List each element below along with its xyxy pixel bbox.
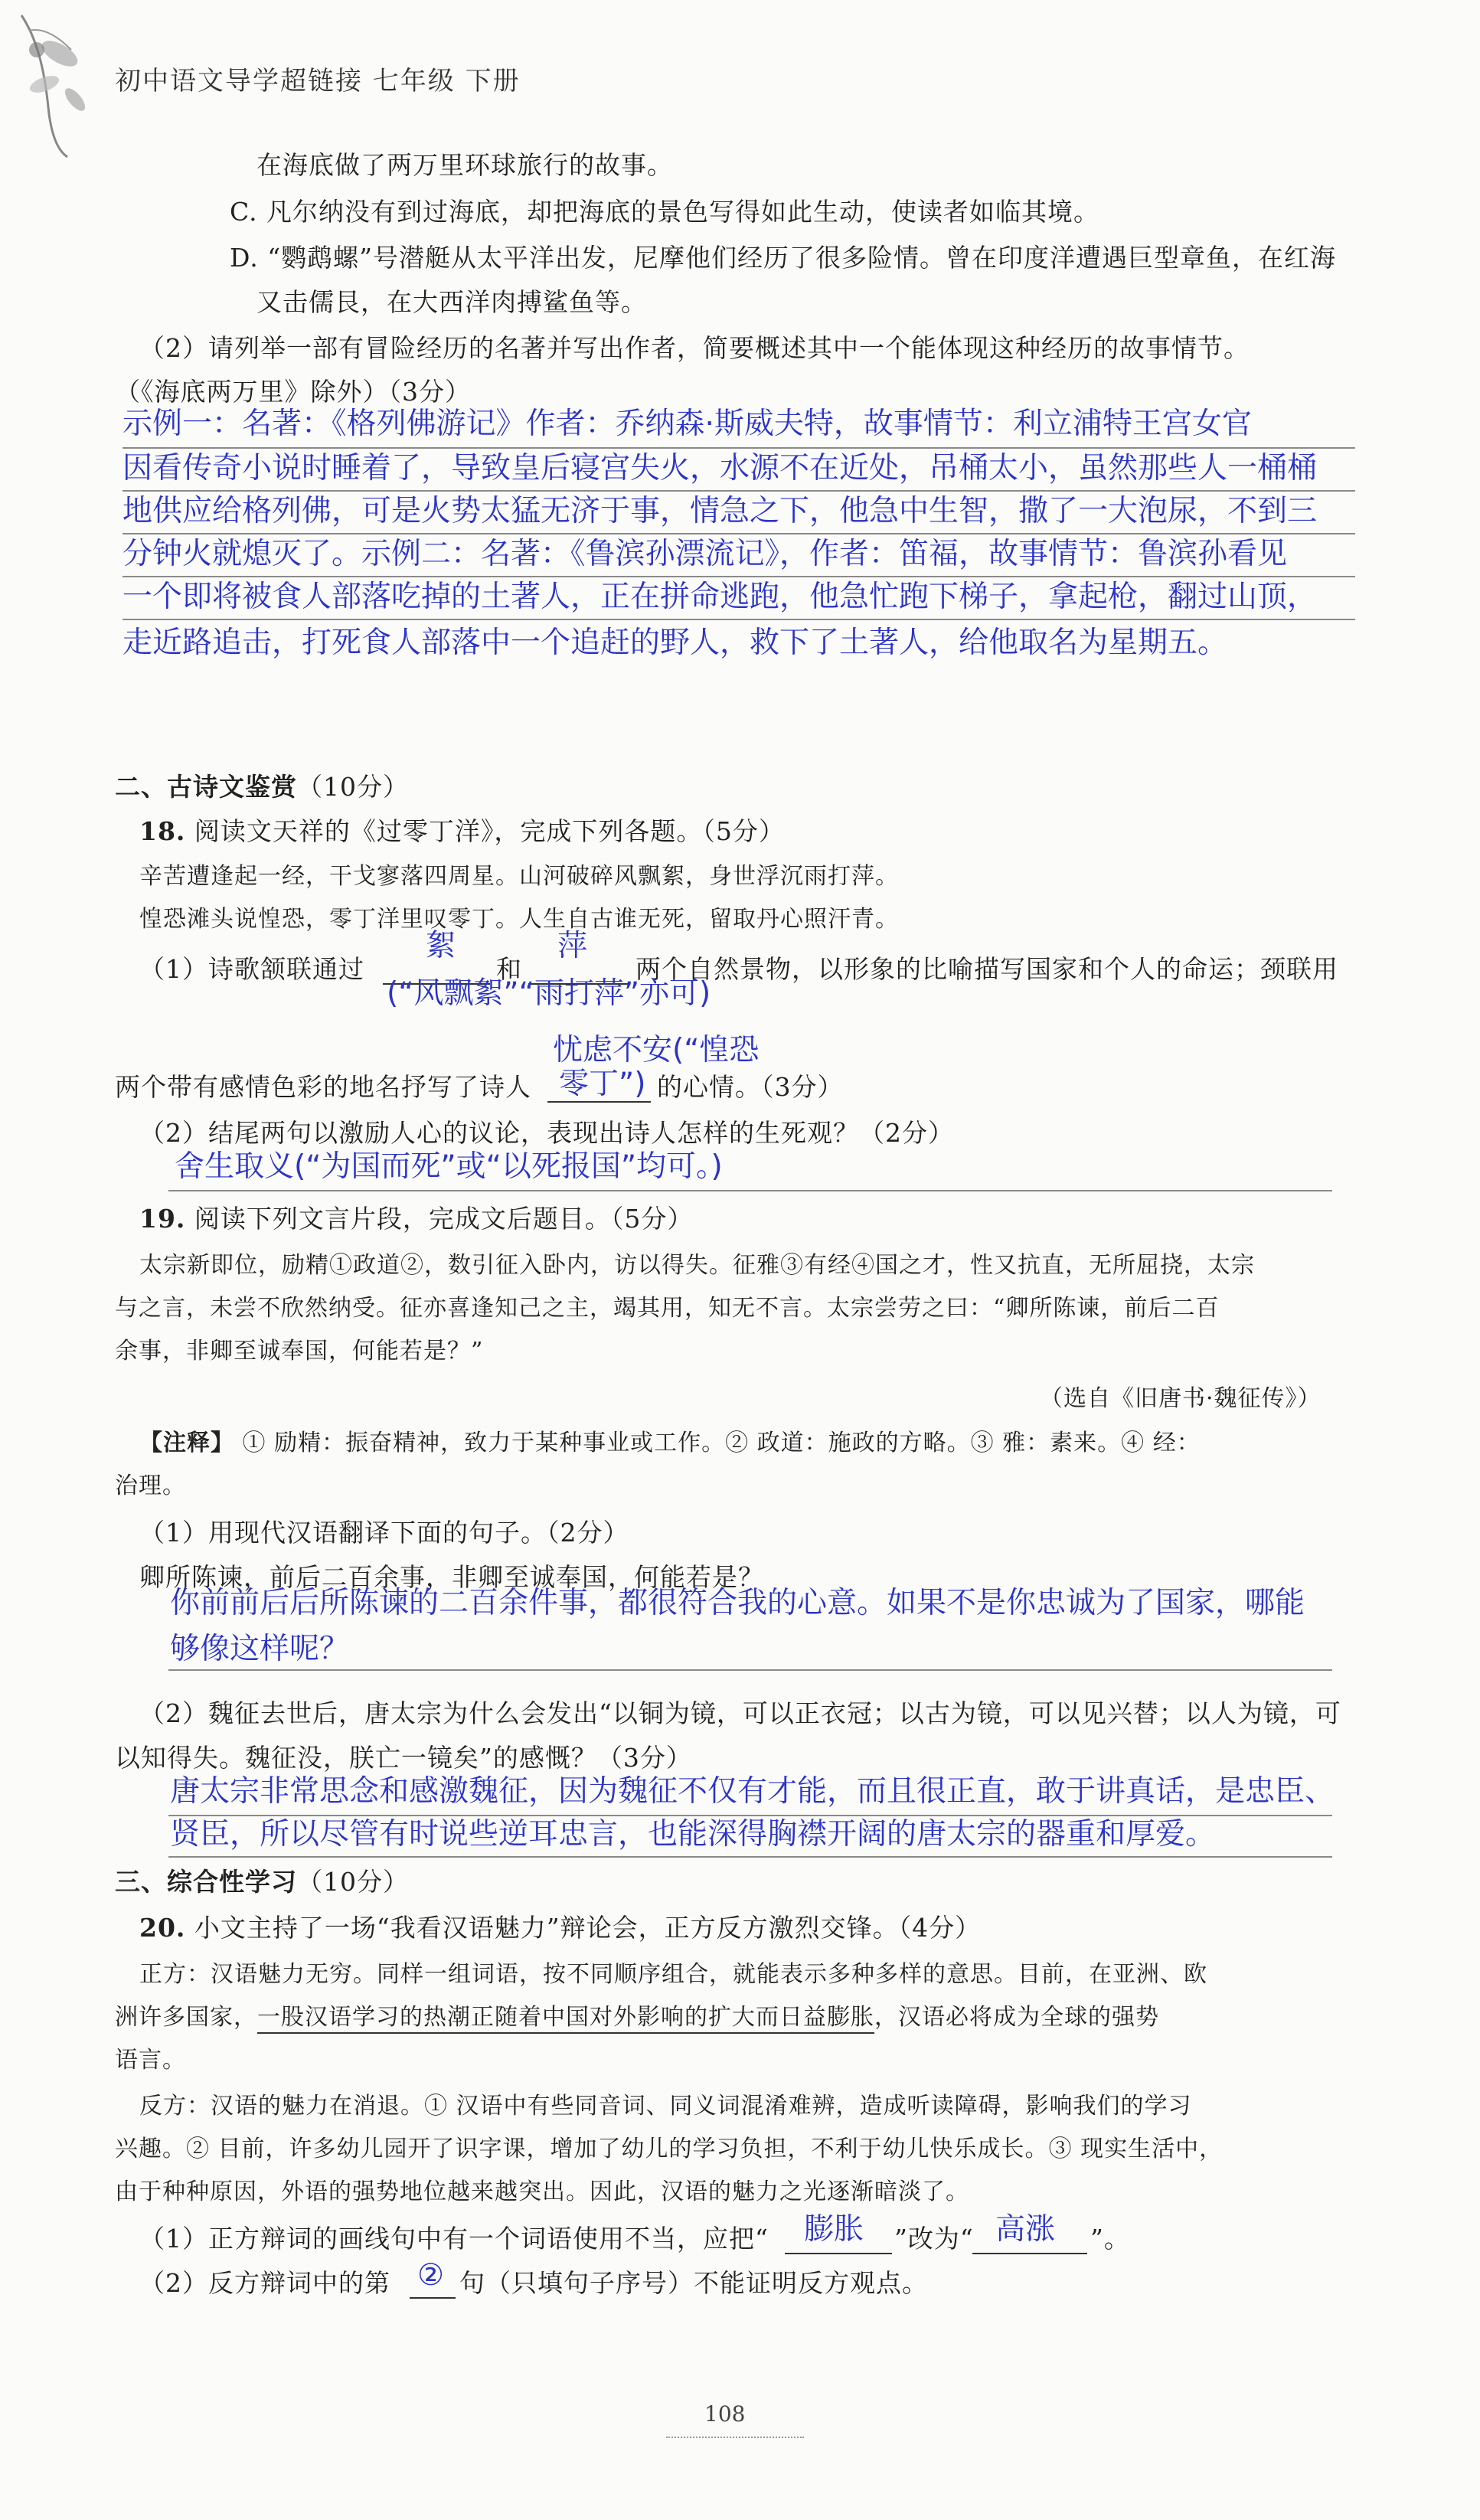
q20-sub1-b: ”改为“	[894, 2224, 974, 2254]
blank-3	[547, 1101, 651, 1103]
answer-rule	[123, 533, 1355, 534]
q19-answer-1-line1: 你前前后后所陈谏的二百余件事，都很符合我的心意。如果不是你忠诚为了国家，哪能	[170, 1586, 1305, 1620]
q2-answer-line4: 分钟火就熄灭了。示例二：名著：《鲁滨孙漂流记》，作者：笛福，故事情节：鲁滨孙看见	[123, 537, 1288, 571]
q19-text-line1: 太宗新即位，励精①政道②，数引征入卧内，访以得失。征雅③有经④国之才，性又抗直，无所屈挠，太宗	[139, 1252, 1255, 1279]
pro-line2-end: ，汉语必将成为全球的强势	[874, 2004, 1159, 2031]
section-3-title	[115, 1867, 409, 1897]
blank-5	[972, 2253, 1087, 2254]
answer-rule	[123, 576, 1355, 577]
option-b-continued: 在海底做了两万里环球旅行的故事。	[256, 150, 673, 180]
q2-stem-line1: （2）请列举一部有冒险经历的名著并写出作者，简要概述其中一个能体现这种经历的故事情节。	[139, 333, 1250, 363]
notes-label: 【注释】	[139, 1430, 234, 1456]
section-3-score: （10分）	[297, 1867, 409, 1897]
q20-number: 20.	[139, 1913, 186, 1943]
q18-answer-2: 舍生取义(“为国而死”或“以死报国”均可。)	[175, 1149, 723, 1184]
q20-sub1-a: （1）正方辩词的画线句中有一个词语使用不当，应把“	[139, 2224, 769, 2254]
q20-sub2-b: 句（只填句子序号）不能证明反方观点。	[459, 2268, 928, 2298]
q19-stem-text: 阅读下列文言片段，完成文后题目。（5分）	[194, 1204, 694, 1234]
q20-stem-text: 小文主持了一场“我看汉语魅力”辩论会，正方反方激烈交锋。（4分）	[194, 1913, 982, 1943]
q18-answer-1-note: (“风飘絮”“雨打萍”亦可)	[387, 976, 711, 1011]
q18-sub1-b: 和	[496, 954, 522, 984]
q19-sub1: （1）用现代汉语翻译下面的句子。（2分）	[139, 1518, 629, 1548]
page-number: 108	[704, 2401, 746, 2427]
blank-4	[785, 2253, 892, 2254]
q19-sub1-sentence: 卿所陈谏，前后二百余事，非卿至诚奉国，何能若是？	[139, 1562, 764, 1592]
q19-text-line3: 余事，非卿至诚奉国，何能若是？”	[115, 1338, 484, 1365]
q19-notes-line2: 治理。	[115, 1472, 186, 1499]
q18-answer-1c-line1: 忧虑不安(“惶恐	[553, 1033, 760, 1067]
q18-answer-1a: 絮	[426, 929, 456, 963]
q19-sub2-line2: 以知得失。魏征没，朕亡一镜矣”的感慨？（3分）	[115, 1743, 692, 1773]
q18-sub1-d: 两个带有感情色彩的地名抒写了诗人	[115, 1072, 531, 1102]
q20-pro-line1: 正方：汉语魅力无穷。同样一组词语，按不同顺序组合，就能表示多种多样的意思。目前，在亚洲、欧	[139, 1961, 1207, 1988]
q19-number: 19.	[139, 1204, 186, 1234]
q2-stem-line2: （《海底两万里》除外）（3分）	[115, 377, 471, 407]
q20-answer-1b: 高涨	[995, 2212, 1056, 2247]
q20-pro-line2	[115, 2003, 1159, 2034]
q2-answer-line5: 一个即将被食人部落吃掉的土著人，正在拼命逃跑，他急忙跑下梯子，拿起枪，翻过山顶，	[123, 580, 1318, 614]
underlined-sentence: 一股汉语学习的热潮正随着中国对外影响的扩大而日益膨胀	[257, 2003, 874, 2034]
q19-stem	[139, 1204, 693, 1234]
blank-6	[410, 2297, 456, 2299]
answer-rule	[168, 1669, 1332, 1671]
answer-rule	[123, 619, 1355, 620]
poem-line2: 惶恐滩头说惶恐，零丁洋里叹零丁。人生自古谁无死，留取丹心照汗青。	[139, 906, 899, 933]
section-2-name: 二、古诗文鉴赏	[115, 772, 297, 802]
q20-sub2-a: （2）反方辩词中的第	[139, 2268, 390, 2298]
pro-line2-start: 洲许多国家，	[115, 2004, 257, 2031]
q20-con-line2: 兴趣。② 目前，许多幼儿园开了识字课，增加了幼儿的学习负担，不利于幼儿快乐成长。③ 现实生活中，	[115, 2136, 1224, 2162]
q18-sub1-c: 两个自然景物，以形象的比喻描写国家和个人的命运；颈联用	[635, 954, 1338, 984]
q19-notes-line1	[139, 1429, 1201, 1458]
section-3-name: 三、综合性学习	[115, 1867, 297, 1897]
footer-dots	[666, 2437, 804, 2438]
q18-sub1-e: 的心情。（3分）	[657, 1072, 844, 1102]
q20-sub1-c: ”。	[1090, 2224, 1130, 2254]
answer-rule	[168, 1190, 1332, 1191]
q19-answer-1-line2: 够像这样呢？	[170, 1632, 350, 1666]
q18-answer-1b: 萍	[557, 929, 588, 963]
answer-rule	[168, 1856, 1332, 1858]
q20-con-line1: 反方：汉语的魅力在消退。① 汉语中有些同音词、同义词混淆难辨，造成听读障碍，影响我们的学习	[139, 2093, 1192, 2120]
q2-answer-line6: 走近路追击，打死食人部落中一个追赶的野人，救下了土著人，给他取名为星期五。	[123, 626, 1228, 660]
q18-answer-1c-line2: 零丁”)	[559, 1067, 646, 1101]
answer-rule	[123, 447, 1355, 449]
q19-source: （选自《旧唐书·魏征传》）	[1040, 1385, 1322, 1412]
option-d-line1: D. “鹦鹉螺”号潜艇从太平洋出发，尼摩他们经历了很多险情。曾在印度洋遭遇巨型章鱼，在红海	[230, 243, 1337, 273]
q2-answer-line2: 因看传奇小说时睡着了，导致皇后寝宫失火，水源不在近处，吊桶太小，虽然那些人一桶桶	[123, 451, 1318, 485]
answer-rule	[123, 490, 1355, 492]
q18-sub2: （2）结尾两句以激励人心的议论，表现出诗人怎样的生死观？（2分）	[139, 1118, 954, 1148]
q20-answer-1a: 膨胀	[804, 2212, 864, 2247]
q18-number: 18.	[139, 816, 186, 846]
section-2-score: （10分）	[297, 772, 409, 802]
q2-answer-line1: 示例一：名著：《格列佛游记》作者：乔纳森·斯威夫特，故事情节：利立浦特王宫女官	[123, 407, 1252, 441]
q2-answer-line3: 地供应给格列佛，可是火势太猛无济于事，情急之下，他急中生智，撒了一大泡尿，不到三	[123, 494, 1318, 528]
section-2-title	[115, 772, 409, 802]
bird-branch-decoration	[14, 8, 98, 161]
q20-pro-line3: 语言。	[115, 2047, 186, 2074]
q20-answer-2: ②	[417, 2258, 444, 2293]
q19-sub2-line1: （2）魏征去世后，唐太宗为什么会发出“以铜为镜，可以正衣冠；以古为镜，可以见兴替；以人为镜，可	[139, 1698, 1341, 1728]
option-d-line2: 又击儒艮，在大西洋肉搏鲨鱼等。	[256, 287, 647, 317]
poem-line1: 辛苦遭逢起一经，干戈寥落四周星。山河破碎风飘絮，身世浮沉雨打萍。	[139, 863, 899, 890]
book-title: 初中语文导学超链接 七年级 下册	[115, 66, 521, 96]
q18-stem	[139, 816, 785, 847]
q20-con-line3: 由于种种原因，外语的强势地位越来越突出。因此，汉语的魅力之光逐渐暗淡了。	[115, 2178, 969, 2205]
q20-stem	[139, 1913, 981, 1943]
option-c: C. 凡尔纳没有到过海底，却把海底的景色写得如此生动，使读者如临其境。	[230, 197, 1100, 227]
notes-text: ① 励精：振奋精神，致力于某种事业或工作。② 政道：施政的方略。③ 雅：素来。④ 经：	[242, 1430, 1201, 1456]
q19-answer-2-line1: 唐太宗非常思念和感激魏征，因为魏征不仅有才能，而且很正直，敢于讲真话，是忠臣、	[170, 1774, 1335, 1809]
q18-stem-text: 阅读文天祥的《过零丁洋》，完成下列各题。（5分）	[194, 816, 785, 846]
q18-sub1-a: （1）诗歌颔联通过	[139, 954, 364, 984]
q19-answer-2-line2: 贤臣，所以尽管有时说些逆耳忠言，也能深得胸襟开阔的唐太宗的器重和厚爱。	[170, 1817, 1216, 1852]
q19-text-line2: 与之言，未尝不欣然纳受。征亦喜逢知己之主，竭其用，知无不言。太宗尝劳之曰：“卿所陈谏，前后二百	[115, 1295, 1220, 1322]
